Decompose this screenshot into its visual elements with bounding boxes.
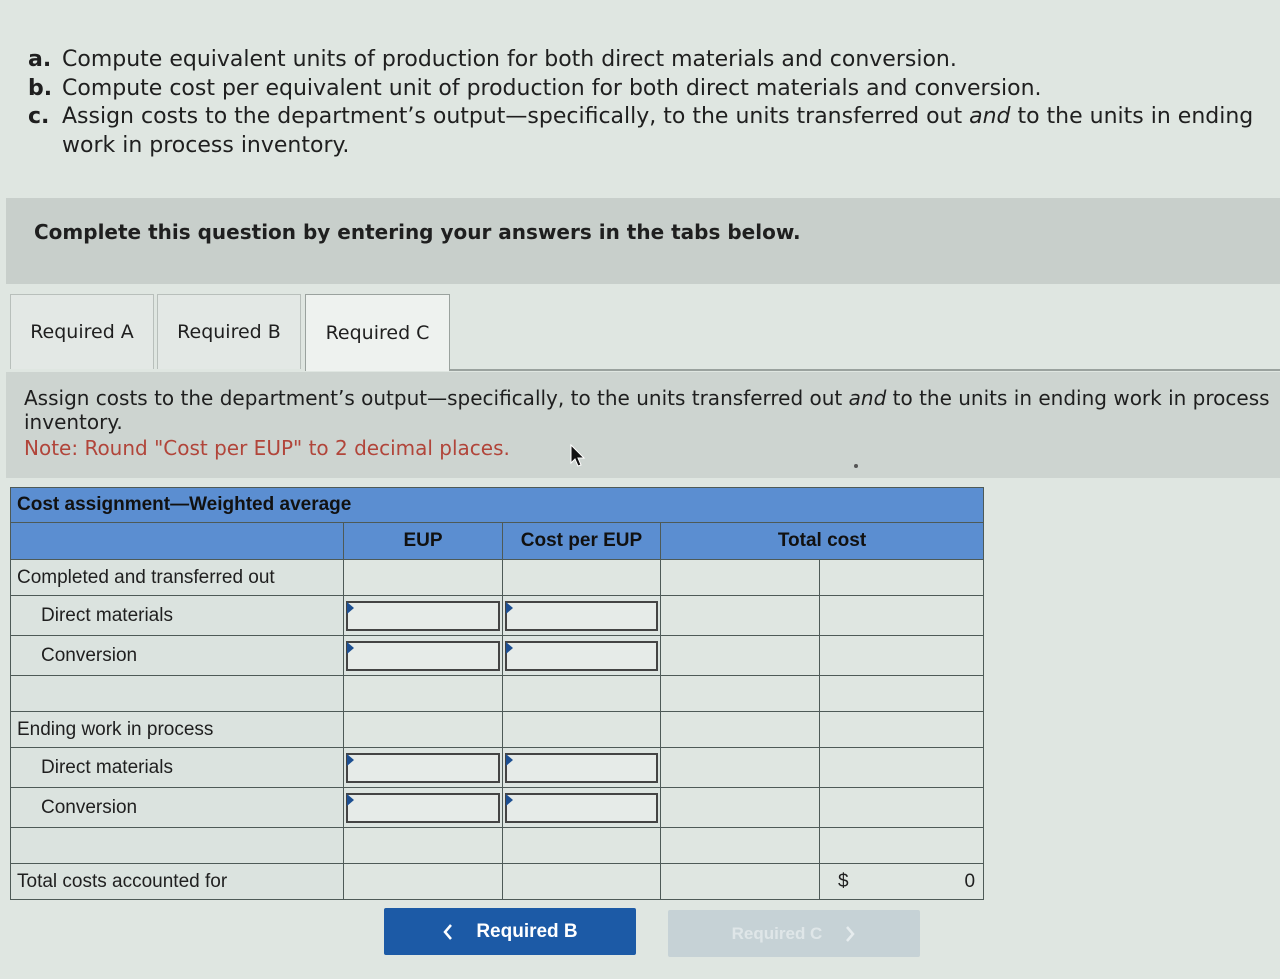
completed-conv-eup-input[interactable] [346,641,500,671]
tab-instructions [6,372,1280,478]
instructions-banner [6,198,1280,284]
table-row [11,748,984,788]
requirement-c: c. Assign costs to the department’s output—specifically, to the units transferred out and to the units in ending work in process inventory. [28,104,1254,158]
table-row [11,560,984,596]
previous-tab-label: Required B [476,920,578,942]
table-title: Cost assignment—Weighted average [11,488,984,523]
ending-dm-eup-input[interactable] [346,753,500,783]
requirement-c-text: Assign costs to the department’s output—specifically, to the units transferred out [62,104,970,129]
requirements-list [28,46,1280,160]
mouse-cursor-icon [570,444,586,468]
total-value: 0 [964,870,976,892]
row-label-ending-conv: Conversion [11,788,344,828]
ending-conv-eup-input[interactable] [346,793,500,823]
row-label-completed-dm: Direct materials [11,596,344,636]
previous-tab-button[interactable] [384,908,636,955]
requirement-a: a. Compute equivalent units of production for both direct materials and conversion. [28,47,957,72]
row-label-ending: Ending work in process [11,712,344,748]
header-blank [11,523,344,560]
ending-dm-cost-per-eup-input[interactable] [505,753,658,783]
tab-required-b[interactable]: Required B [157,294,301,369]
chevron-right-icon [844,925,856,943]
speck [854,464,858,468]
chevron-left-icon [442,923,454,941]
requirement-c-text-end: to the units in ending work in process inventory. [62,104,1254,158]
table-row [11,596,984,636]
row-label-completed-conv: Conversion [11,636,344,676]
tab-required-a[interactable]: Required A [10,294,154,369]
next-tab-label: Required C [731,923,823,943]
requirement-c-italic: and [969,104,1011,129]
header-total-cost: Total cost [661,523,984,560]
total-costs-value [820,864,984,900]
banner-text: Complete this question by entering your answers in the tabs below. [34,220,801,244]
tab-divider [450,369,1280,371]
table-row [11,676,984,712]
table-row [11,828,984,864]
rounding-note: Note: Round "Cost per EUP" to 2 decimal places. [24,436,510,460]
header-cost-per-eup: Cost per EUP [503,523,661,560]
row-label-ending-dm: Direct materials [11,748,344,788]
completed-conv-cost-per-eup-input[interactable] [505,641,658,671]
completed-dm-eup-input[interactable] [346,601,500,631]
table-row [11,636,984,676]
table-row [11,712,984,748]
requirement-b: b. Compute cost per equivalent unit of production for both direct materials and conversion. [28,75,1042,101]
currency-symbol: $ [838,870,849,892]
table-row [11,864,984,900]
cost-assignment-table [10,487,984,900]
completed-dm-cost-per-eup-input[interactable] [505,601,658,631]
row-label-total: Total costs accounted for [11,864,344,900]
tab-required-c[interactable]: Required C [305,294,450,371]
header-eup: EUP [344,523,503,560]
next-tab-button [668,910,920,957]
table-row [11,788,984,828]
ending-conv-cost-per-eup-input[interactable] [505,793,658,823]
row-label-completed: Completed and transferred out [11,560,344,596]
instruction-text: Assign costs to the department’s output—specifically, to the units transferred out and to the units in ending work in process inventory. [24,386,1270,434]
